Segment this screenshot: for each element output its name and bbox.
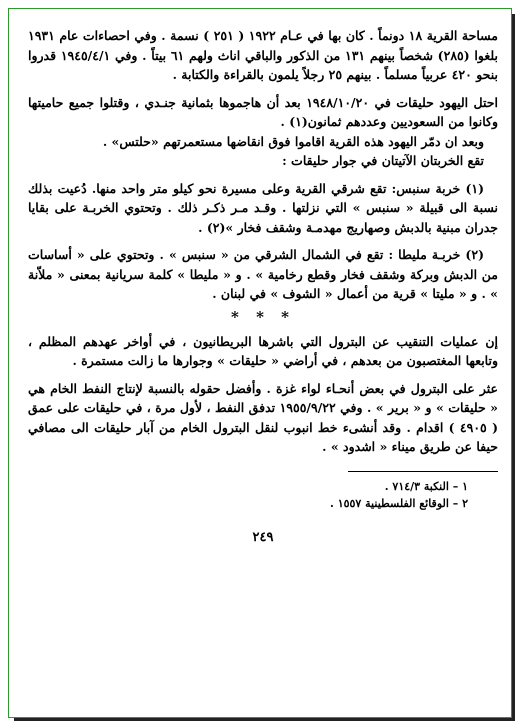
page-number: ٢٤٩ — [252, 529, 274, 545]
paragraph-ruins-intro: تقع الخربتان الآتيتان في جوار حليقات : — [282, 153, 484, 168]
footnote-2: ٢ – الوقائع الفلسطينية ١٥٥٧ . — [330, 496, 468, 510]
footnote-rule — [348, 471, 498, 472]
paragraph-gap — [28, 85, 498, 93]
page-shadow-bottom — [14, 718, 515, 721]
paragraph-area-population: مساحة القرية ١٨ دونماً . كان بها في عـام ١٩٢٢ ( ٢٥١ ) نسمة . وفي احصاءات عام ١٩٣١ بلغوا (٢٨٥) شخصاً بينهم ١٣١ من الذكور والباقي اناث ولهم ٦١ بيتاً . وفي ١٩٤٥/٤/١ قدروا بنحو ٤٢٠ عربياً مسلماً . بينهم ٢٥ رجلاً يلمون بالقراءة والكتابة . — [28, 28, 499, 82]
paragraph-oil-exploration: إن عمليات التنقيب عن البترول التي باشرها البريطانيون ، في أواخر عهدهم المظلم ، وتابعها المغتصبون من بعدهم ، في أراضي « حليقات » وجوارها ما زالت مستمرة . — [28, 333, 498, 368]
paragraph-oil-discovery: عثر على البترول في بعض أنحـاء لواء غزة . وأفضل حقوله بالنسبة لإنتاج النفط الخام هي « حليقات » و « برير » . وفي ١٩٥٥/٩/٢٢ تدفق النفط ، لأول مرة ، في حليقات على عمق ( ٤٩٠٥ ) اقدام . وقد أنشىء خط انبوب لنقل البترول الخام من آبار حليقات الى مصافي حيفا عن طريق ميناء « اشدود » . — [28, 380, 498, 454]
page-shadow-right — [512, 14, 515, 720]
paragraph-gap — [28, 237, 498, 245]
paragraph-occupation: احتل اليهود حليقات في ١٩٤٨/١٠/٢٠ بعد أن هاجموها بثمانية جنـدي ، وقتلوا جميع حاميتها وكانوا من السعوديين وعددهم ثمانون(١) . — [28, 94, 498, 129]
paragraph-settlement: وبعد ان دمّر اليهود هذه القرية اقاموا فوق انقاضها مستعمرتهم «حلتس» . — [102, 133, 484, 149]
paragraph-gap — [28, 371, 498, 379]
document-page — [28, 26, 498, 545]
footnote-1: ١ – النكبة ٧١٤/٣ . — [384, 479, 468, 493]
paragraph-khirbet-mulayta: (٢) خربـة مليطا : تقع في الشمال الشرقي من « سنبس » . وتحتوي على « أساسات من الدبش وبركة وشقف فخار وقطع رخامية » . و « مليطا » كلمة سريانية بمعنى « ملاّنة » . و « مليتا » قرية من أعمال « الشوف » في لبنان . — [28, 247, 498, 301]
paragraph-gap — [28, 171, 498, 179]
section-separator-stars: * * * — [231, 307, 295, 326]
paragraph-khirbet-sanbas: (١) خربة سنبس: تقع شرقي القرية وعلى مسيرة نحو كيلو متر واحد منها. دُعيت بذلك نسبة الى قبيلة « سنبس » التي نزلتها . وقـد مـر ذكـر ذلك . وتحتوي الخربـة على بقايا جدران مبنية بالدبش وصهاريج مهدمـة وشقف فخار »(٢) . — [28, 180, 498, 235]
